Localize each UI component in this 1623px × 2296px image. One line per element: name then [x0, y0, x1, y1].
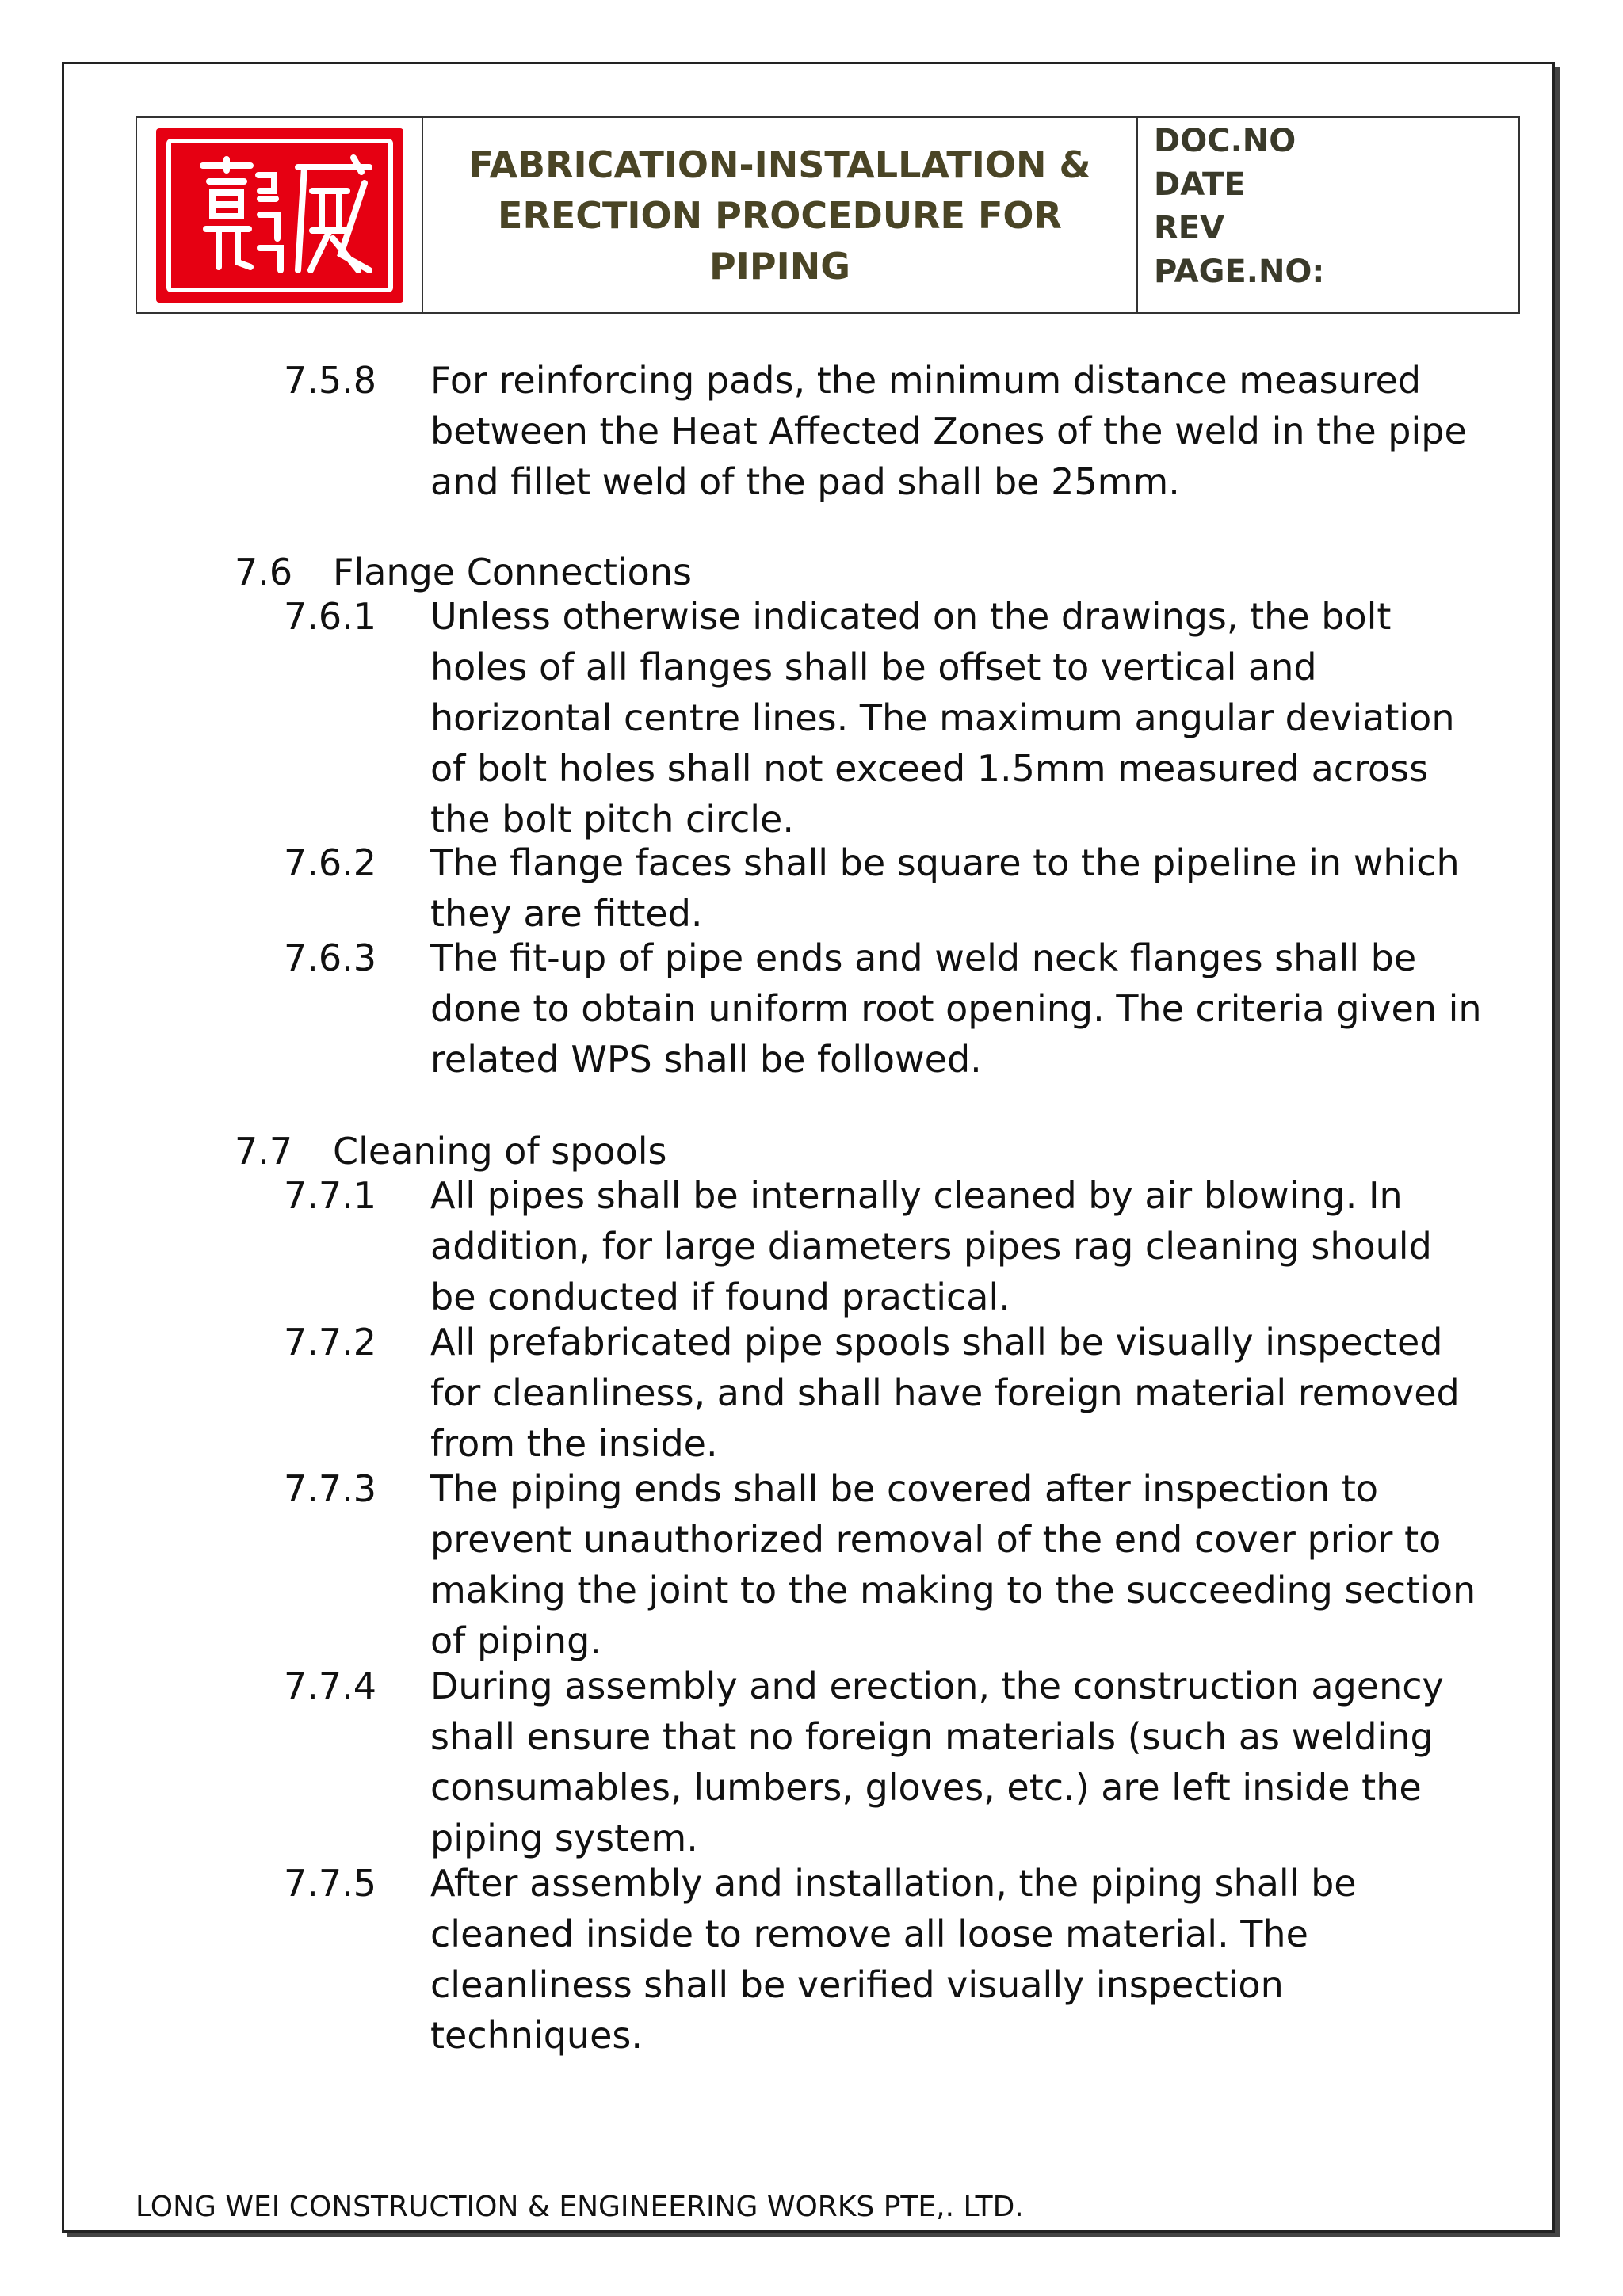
clause-7-7-2: [284, 1317, 1488, 1469]
seal-glyphs-icon: [171, 143, 388, 288]
clause-text: The piping ends shall be covered after inspection to prevent unauthorized removal of the end cover prior to making the joint to the making to the succeeding section of piping.: [430, 1467, 1476, 1662]
clause-7-5-8: [284, 355, 1488, 507]
company-logo: [156, 128, 403, 303]
company-footer: LONG WEI CONSTRUCTION & ENGINEERING WORKS PTE,. LTD.: [136, 2191, 1024, 2223]
clause-number: 7.7.1: [284, 1174, 377, 1217]
section-number: 7.7: [235, 1130, 293, 1173]
document-header: [136, 116, 1520, 314]
title-line-1: FABRICATION-INSTALLATION &: [468, 143, 1091, 186]
date-label: DATE: [1154, 166, 1246, 203]
clause-number: 7.7.2: [284, 1321, 377, 1363]
page-no-label: PAGE.NO:: [1154, 254, 1325, 290]
clause-text: Unless otherwise indicated on the drawings, the bolt holes of all flanges shall be offset to vertical and horizontal centre lines. The maximum angular deviation of bolt holes shall not exceed 1.5mm measured across the bolt pitch circle.: [430, 595, 1455, 841]
clause-7-6-2: [284, 837, 1488, 939]
clause-text: The flange faces shall be square to the pipeline in which they are fitted.: [430, 841, 1460, 935]
doc-no-label: DOC.NO: [1154, 123, 1296, 159]
clause-number: 7.7.5: [284, 1862, 377, 1905]
clause-7-7-3: [284, 1463, 1488, 1666]
clause-number: 7.7.3: [284, 1467, 377, 1510]
section-number: 7.6: [235, 551, 293, 593]
clause-number: 7.6.2: [284, 841, 377, 884]
document-title: [445, 139, 1114, 292]
section-7-7-heading: [235, 1126, 666, 1177]
clause-7-7-4: [284, 1661, 1488, 1863]
rev-label: REV: [1154, 210, 1225, 246]
section-title: Cleaning of spools: [333, 1130, 667, 1173]
clause-number: 7.5.8: [284, 359, 377, 402]
title-line-2: ERECTION PROCEDURE FOR: [498, 193, 1062, 237]
clause-number: 7.6.3: [284, 936, 377, 979]
section-7-6-heading: [235, 547, 692, 597]
clause-text: After assembly and installation, the piping shall be cleaned inside to remove all loose material. The cleanliness shall be verified visually inspection techniques.: [430, 1862, 1357, 2057]
clause-7-6-3: [284, 933, 1488, 1085]
clause-text: The fit-up of pipe ends and weld neck flanges shall be done to obtain uniform root opening. The criteria given in related WPS shall be followed.: [430, 936, 1482, 1081]
clause-text: All prefabricated pipe spools shall be visually inspected for cleanliness, and shall have foreign material removed from the inside.: [430, 1321, 1460, 1465]
logo-cell: [137, 118, 423, 312]
clause-text: During assembly and erection, the construction agency shall ensure that no foreign materials (such as welding consumables, lumbers, gloves, etc.) are left inside the piping system.: [430, 1665, 1444, 1859]
clause-text: All pipes shall be internally cleaned by air blowing. In addition, for large diameters pipes rag cleaning should be conducted if found practical.: [430, 1174, 1432, 1318]
title-cell: [423, 118, 1138, 312]
clause-7-7-1: [284, 1170, 1488, 1322]
clause-number: 7.7.4: [284, 1665, 377, 1707]
title-line-3: PIPING: [709, 244, 850, 288]
clause-7-7-5: [284, 1858, 1488, 2061]
clause-number: 7.6.1: [284, 595, 377, 638]
seal-border: [166, 139, 393, 292]
meta-cell: [1138, 118, 1518, 312]
clause-text: For reinforcing pads, the minimum distance measured between the Heat Affected Zones of the weld in the pipe and fillet weld of the pad shall be 25mm.: [430, 359, 1467, 503]
clause-7-6-1: [284, 591, 1488, 845]
section-title: Flange Connections: [333, 551, 692, 593]
